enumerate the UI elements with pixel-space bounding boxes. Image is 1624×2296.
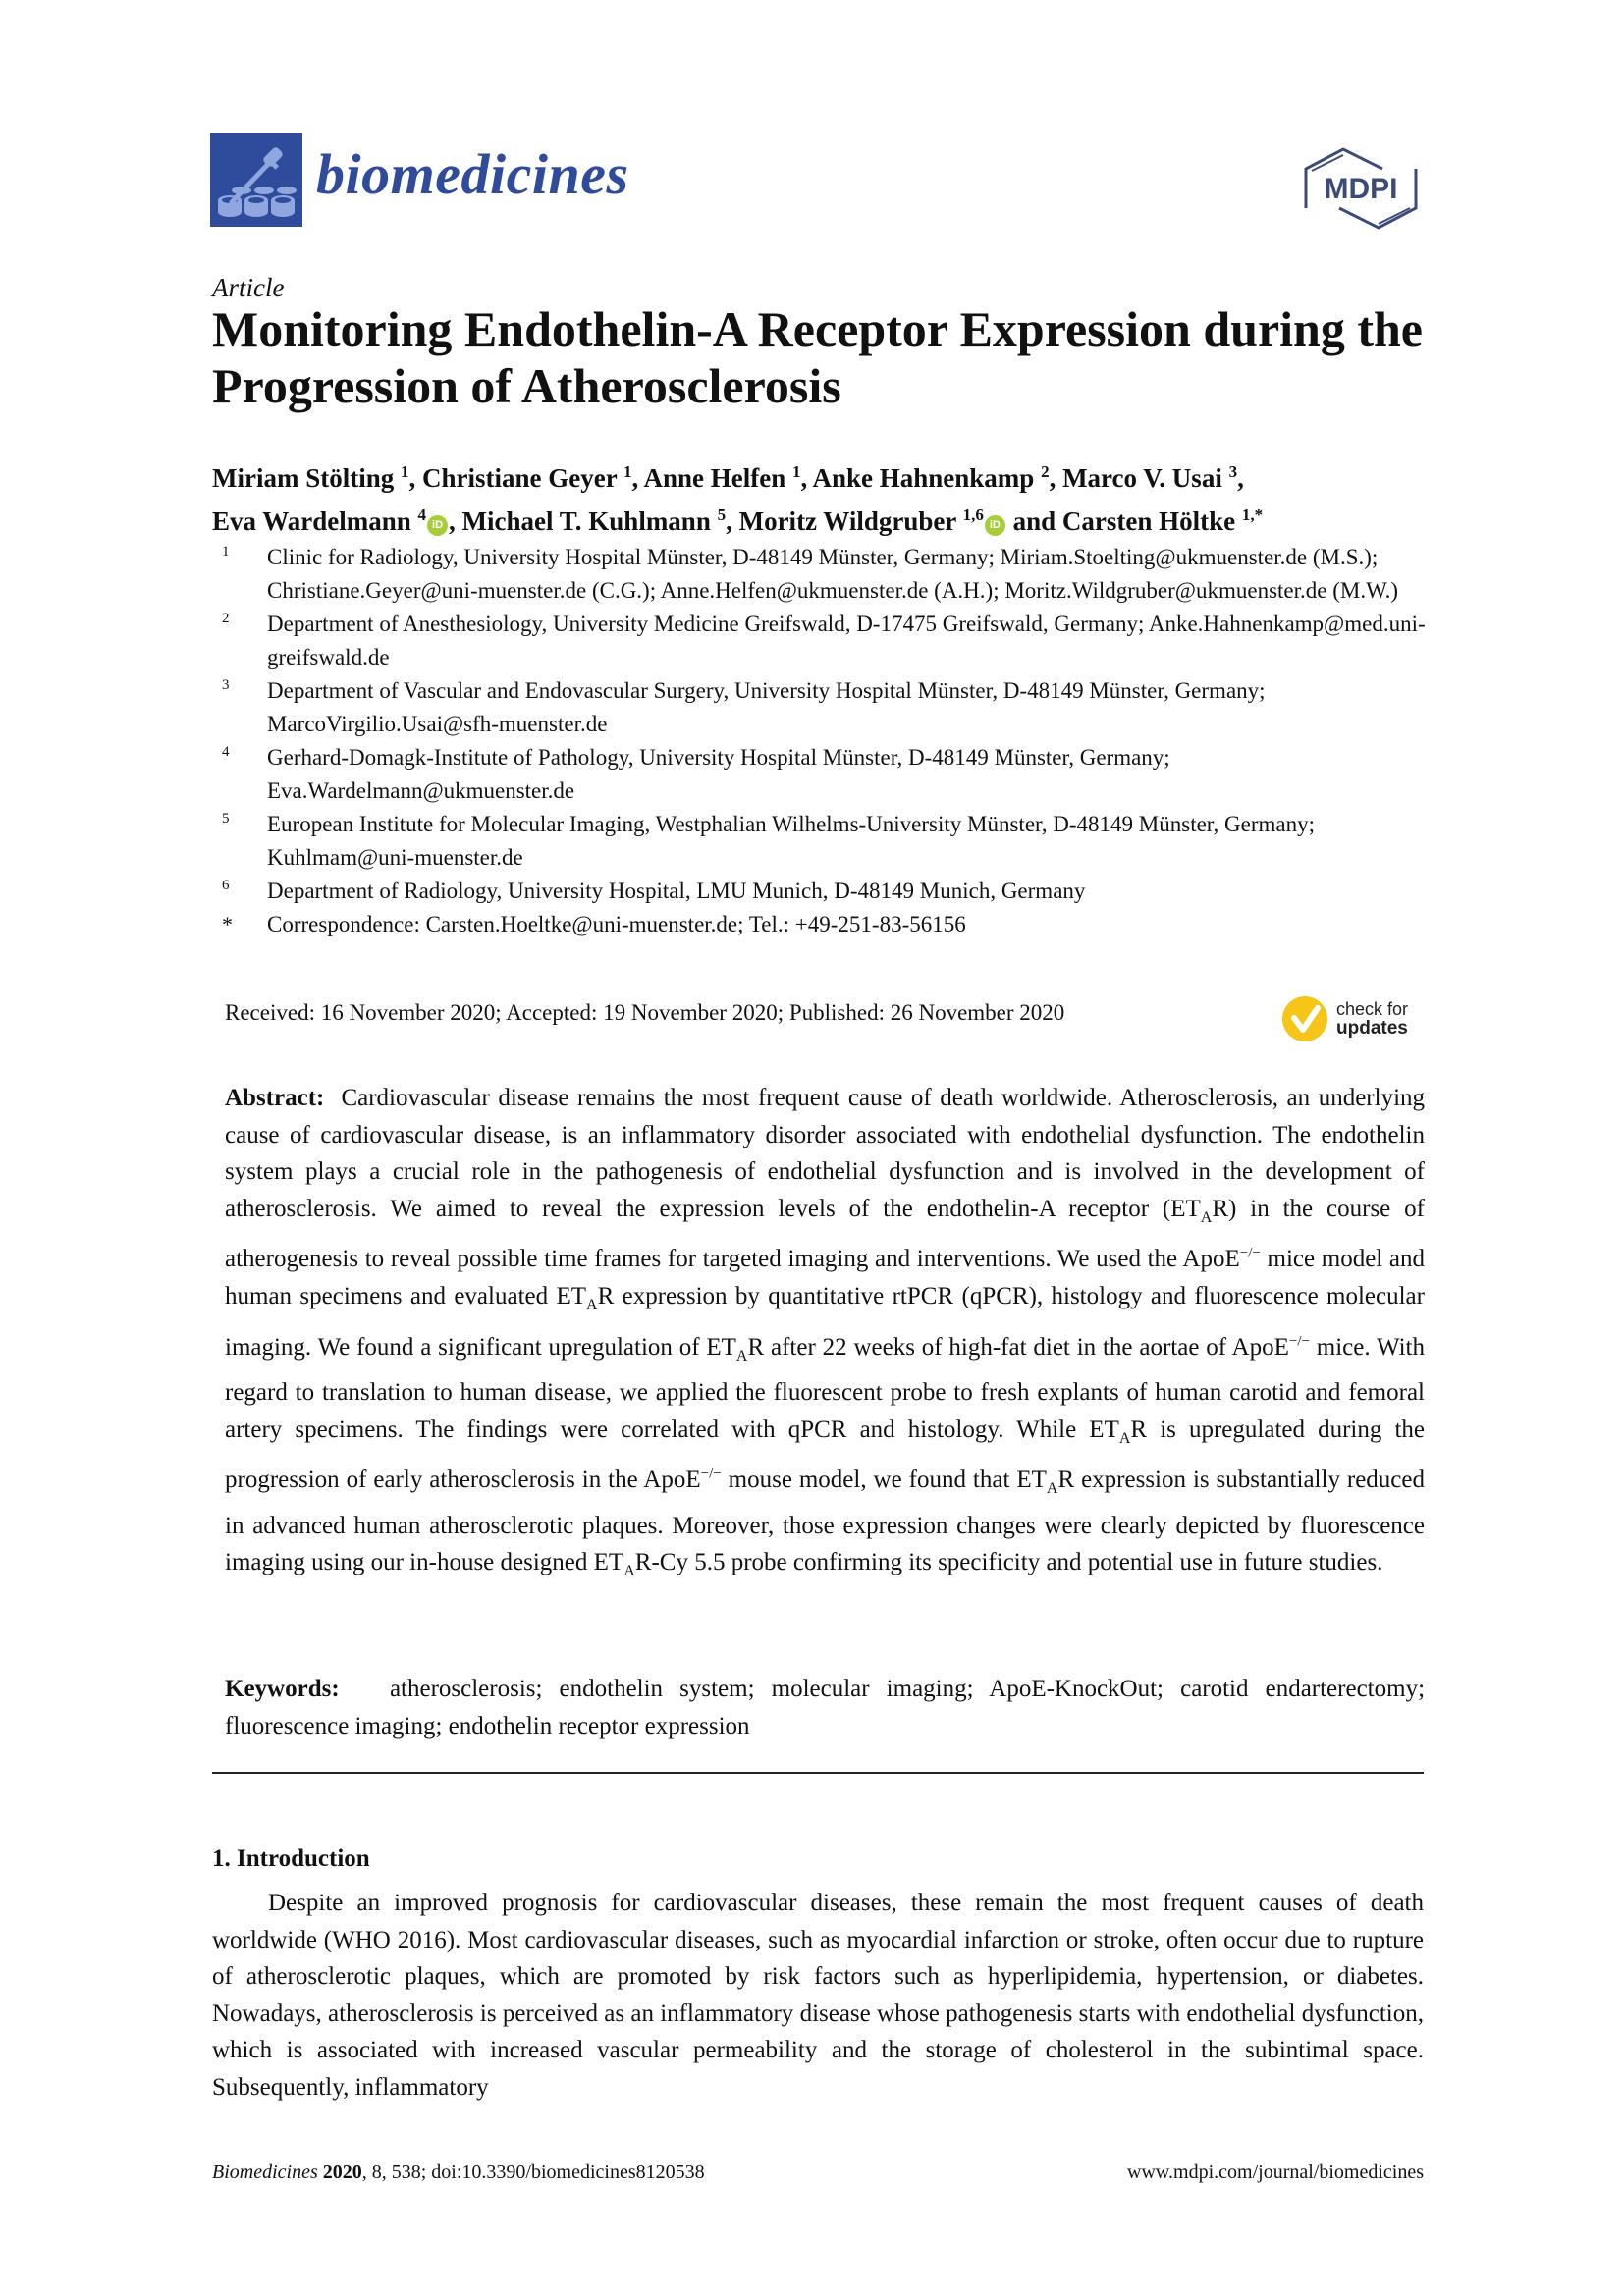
journal-name: biomedicines [316,142,629,206]
subscript: A [586,1296,598,1313]
author-affiliation-marker: 5 [717,506,727,524]
author-separator: , [800,463,813,493]
abstract-text-run: R after 22 weeks of high-fat diet in the aortae of ApoE [747,1333,1289,1361]
affiliation-text: European Institute for Molecular Imaging, Westphalian Wilhelms-University Münster, D-48149 Münster, Germany; Kuhlmam@uni-muenster.de [267,812,1315,870]
affiliation-item [222,808,1449,875]
author-separator: and [1005,507,1062,536]
section-heading-introduction: 1. Introduction [212,1845,370,1872]
author-separator: , [408,463,422,493]
affiliation-item [222,608,1449,674]
author-name: Marco V. Usai [1062,463,1229,493]
pipette-wells-icon [210,133,302,227]
introduction-paragraph: Despite an improved prognosis for cardiovascular diseases, these remain the most frequent causes of death worldwide (WHO 2016). Most cardiovascular diseases, such as myocardial infarction or stroke, often occur due to rupture of atherosclerotic plaques, which are promoted by risk factors such as hyperlipidemia, hypertension, or diabetes. Nowadays, atherosclerosis is perceived as an inflammatory disease whose pathogenesis starts with endothelial dysfunction, which is associated with increased vascular permeability and the storage of cholesterol in the subintimal space. Subsequently, inflammatory [212,1890,1424,2101]
author-separator: , [1049,463,1063,493]
author-name: Michael T. Kuhlmann [461,507,718,536]
mdpi-logo-icon [1298,147,1424,230]
affiliation-text: Clinic for Radiology, University Hospital Münster, D-48149 Münster, Germany; Miriam.Stoelting@ukmuenster.de (M.S.); Christiane.Geyer@uni-muenster.de (C.G.); Anne.Helfen@ukmuenster.de (A.H.); Moritz.Wildgruber@ukmuenster.de (M.W.) [267,545,1399,603]
abstract-text-run: R-Cy 5.5 probe confirming its specificity and potential use in future studies. [634,1549,1383,1576]
affiliation-item [222,541,1449,608]
affiliation-number: 4 [222,744,230,760]
check-for-updates-button[interactable] [1282,991,1430,1046]
citation-footer [212,2162,705,2184]
abstract-text-run: R expression is substantially reduced in advanced human atherosclerotic plaques. Moreover, those expression changes were clearly depicted by fluorescence imaging using our in-house designed ET [225,1467,1425,1576]
journal-logo-icon [210,133,302,227]
affiliation-number: 6 [222,878,230,893]
abstract-text-run: R is upregulated during the progression of early atherosclerosis in the ApoE [225,1415,1426,1494]
affiliation-text: Gerhard-Domagk-Institute of Pathology, University Hospital Münster, D-48149 Münster, Germany; Eva.Wardelmann@ukmuenster.de [267,745,1170,803]
superscript: −/− [700,1467,722,1483]
superscript: −/− [1288,1333,1310,1350]
affiliation-text: Department of Radiology, University Hospital, LMU Munich, D-48149 Munich, Germany [267,879,1086,903]
subscript: A [735,1347,748,1364]
author-name: Eva Wardelmann [212,507,418,536]
abstract-text-run: mice. With regard to translation to human disease, we applied the fluorescent probe to fresh explants of human carotid and femoral artery specimens. The findings were correlated with qPCR and histology. While ET [225,1333,1425,1443]
updates-label: updates [1336,1018,1408,1039]
author-separator: , [631,463,644,493]
author-separator: , [449,507,462,536]
paper-title: Monitoring Endothelin-A Receptor Expression during the Progression of Atherosclerosis [212,301,1423,413]
footer-year: 2020 [322,2162,362,2183]
mdpi-logo-text: MDPI [1324,173,1398,205]
affiliation-number: * [222,912,233,936]
footer-doi[interactable]: , 8, 538; doi:10.3390/biomedicines8120538 [361,2162,705,2183]
author-separator: , [726,507,739,536]
abstract-text-run: R) in the course of atherogenesis to reveal possible time frames for targeted imaging and interventions. We used the ApoE [225,1195,1425,1273]
abstract-text-run: mice model and human specimens and evaluated ET [225,1246,1426,1309]
affiliation-number: 5 [222,811,230,827]
subscript: A [1046,1480,1058,1498]
abstract-text-run: mouse model, we found that ET [721,1467,1047,1494]
check-for-label: check for [1336,999,1409,1019]
keywords [225,1671,1425,1744]
author-affiliation-marker: 3 [1228,462,1238,481]
author-affiliation-marker: 4 [417,506,427,524]
affiliation-text: Department of Anesthesiology, University Medicine Greifswald, D-17475 Greifswald, Germany; Anke.Hahnenkamp@med.uni-greifswald.de [267,612,1426,669]
author-name: Anne Helfen [643,463,792,493]
footer-journal: Biomedicines [212,2162,318,2183]
abstract-text-run: Cardiovascular disease remains the most frequent cause of death worldwide. Atherosclerosis, an underlying cause of cardiovascular disease, is an inflammatory disorder associated with endothelial dysfunction. The endothelin system plays a crucial role in the pathogenesis of endothelial dysfunction and is involved in the development of atherosclerosis. We aimed to reveal the expression levels of the endothelin-A receptor (ET [225,1085,1426,1222]
keywords-text: atherosclerosis; endothelin system; molecular imaging; ApoE-KnockOut; carotid endarterectomy; fluorescence imaging; endothelin receptor expression [225,1676,1426,1739]
abstract-text-run: R expression by quantitative rtPCR (qPCR), histology and fluorescence molecular imaging. We found a significant upregulation of ET [225,1282,1425,1361]
affiliation-text: Correspondence: Carsten.Hoeltke@uni-muenster.de; Tel.: +49-251-83-56156 [267,912,966,936]
author-name: Miriam Stölting [212,463,401,493]
author-name: Moritz Wildgruber [738,507,963,536]
abstract-text [225,1085,1426,1580]
subscript: A [1200,1208,1213,1226]
section-divider [212,1772,1424,1774]
affiliation-item [222,908,1449,941]
checkmark-icon [1282,996,1327,1041]
author-affiliation-marker: 1,6 [962,506,984,524]
publication-dates: Received: 16 November 2020; Accepted: 19 November 2020; Published: 26 November 2020 [225,1000,1065,1025]
affiliation-item [222,674,1449,741]
subscript: A [623,1563,635,1580]
affiliation-item [222,741,1449,808]
affiliations-list [222,541,1449,941]
affiliation-number: 1 [222,544,230,560]
author-affiliation-marker: 1 [400,462,409,481]
keywords-label: Keywords: [225,1676,340,1702]
author-name: Anke Hahnenkamp [812,463,1042,493]
superscript: −/− [1239,1246,1261,1261]
affiliation-number: 2 [222,611,230,626]
author-name: Christiane Geyer [421,463,623,493]
article-type: Article [212,273,285,302]
affiliation-number: 3 [222,677,230,693]
affiliation-text: Department of Vascular and Endovascular Surgery, University Hospital Münster, D-48149 Münster, Germany; MarcoVirgilio.Usai@sfh-muenster.de [267,678,1266,736]
author-affiliation-marker: 2 [1041,462,1050,481]
affiliation-item [222,875,1449,908]
author-affiliation-marker: 1,* [1241,506,1264,524]
abstract-label: Abstract: [225,1085,325,1111]
author-affiliation-marker: 1 [623,462,632,481]
author-separator: , [1237,463,1244,493]
subscript: A [1118,1429,1131,1447]
author-affiliation-marker: 1 [791,462,801,481]
orcid-icon[interactable]: iD [985,515,1005,536]
orcid-icon[interactable]: iD [427,515,448,536]
author-name: Carsten Höltke [1061,507,1242,536]
journal-url-link[interactable]: www.mdpi.com/journal/biomedicines [1127,2162,1424,2183]
author-list [212,454,1439,540]
abstract [225,1080,1425,1590]
